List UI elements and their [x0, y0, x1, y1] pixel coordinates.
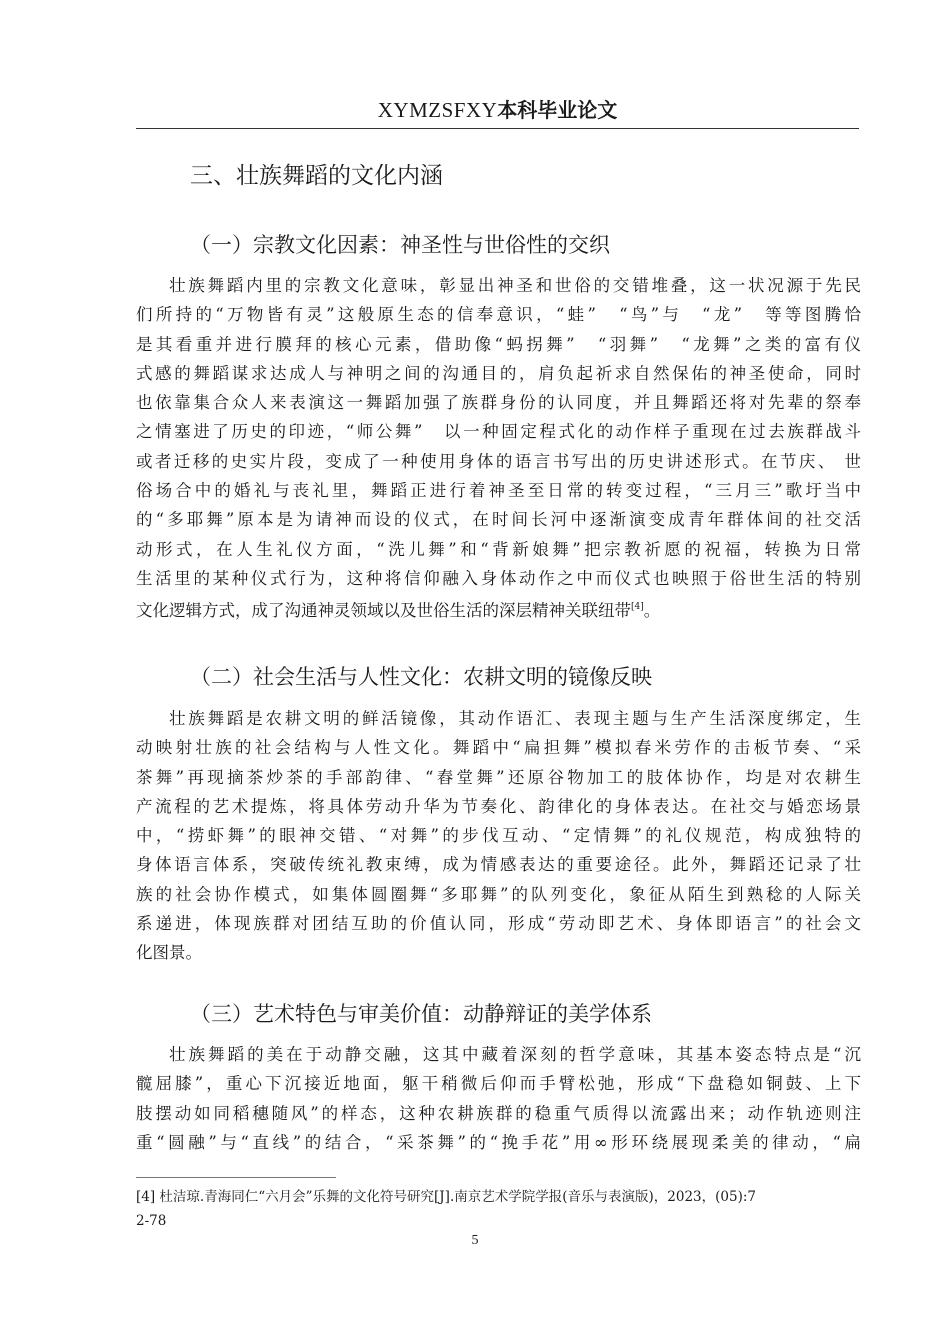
footnote-divider: [136, 1177, 336, 1178]
header-latin: XYMZSFXY: [377, 98, 498, 122]
text-line: 或者迁移的史实片段，变成了一种使用身体的语言书写出的历史讲述形式。在节庆、 世: [136, 451, 861, 471]
text-line: 俗场合中的婚礼与丧礼里，舞蹈正进行着神圣至日常的转变过程，“三月三”歌圩当中: [136, 481, 861, 501]
subsection-title-1: （一）宗教文化因素：神圣性与世俗性的交织: [190, 233, 610, 257]
text-line: 产流程的艺术提炼，将具体劳动升华为节奏化、韵律化的身体表达。在社交与婚恋场景: [136, 796, 861, 816]
subsection-title-3: （三）艺术特色与审美价值：动静辩证的美学体系: [190, 1002, 652, 1026]
paragraph-2: [136, 704, 861, 968]
text-line: 动映射壮族的社会结构与人性文化。舞蹈中“扁担舞”模拟春米劳作的击板节奏、“采: [136, 738, 861, 758]
text-line: 壮族舞蹈是农耕文明的鲜活镜像，其动作语汇、表现主题与生产生活深度绑定，生: [169, 709, 861, 728]
text-line: 茶舞”再现摘茶炒茶的手部韵律、“舂堂舞”还原谷物加工的肢体协作，均是对农耕生: [136, 767, 861, 787]
text-fragment: 文化逻辑方式，成了沟通神灵领域以及世俗生活的深层精神关联纽带: [136, 601, 631, 621]
text-line: 们所持的“万物皆有灵”这般原生态的信奉意识，“蛙” “鸟”与 “龙” 等等图腾恰: [136, 305, 861, 325]
text-line: 动形式，在人生礼仪方面，“洗儿舞”和“背新娘舞”把宗教祈愿的祝福，转换为日常: [136, 539, 861, 559]
text-line: 髋屈膝”，重心下沉接近地面，躯干稍微后仰而手臂松弛，形成“下盘稳如铜鼓、上下: [136, 1074, 861, 1094]
text-line: [136, 593, 861, 625]
text-line: 壮族舞蹈的美在于动静交融，这其中藏着深刻的哲学意味，其基本姿态特点是“沉: [169, 1045, 861, 1064]
footnote-line: 2-78: [136, 1213, 167, 1229]
page-header: [136, 88, 859, 129]
text-line: 族的社会协作模式，如集体圆圈舞“多耶舞”的队列变化，象征从陌生到熟稔的人际关: [136, 884, 861, 904]
text-line: 中，“捞虾舞”的眼神交错、“对舞”的步伐互动、“定情舞”的礼仪规范，构成独特的: [136, 826, 861, 846]
subsection-title-2: （二）社会生活与人性文化：农耕文明的镜像反映: [190, 665, 652, 689]
text-line: 重“圆融”与“直线”的结合，“采茶舞”的“挽手花”用∞形环绕展现柔美的律动，“扁: [136, 1132, 861, 1152]
text-line: 也依靠集合众人来表演这一舞蹈加强了族群身份的认同度，并且舞蹈还将对先辈的祭奉: [136, 393, 861, 413]
section-title: 三、壮族舞蹈的文化内涵: [190, 163, 443, 189]
header-title: 本科毕业论文: [497, 98, 618, 122]
paragraph-1: [136, 271, 861, 626]
text-line: 的“多耶舞”原本是为请神而设的仪式，在时间长河中逐渐演变成青年群体间的社交活: [136, 510, 861, 530]
text-line: 壮族舞蹈内里的宗教文化意味，彰显出神圣和世俗的交错堆叠，这一状况源于先民: [169, 276, 861, 295]
text-line: 肢摆动如同稻穗随风”的样态，这种农耕族群的稳重气质得以流露出来；动作轨迹则注: [136, 1103, 861, 1123]
text-line: 式感的舞蹈谋求达成人与神明之间的沟通目的，肩负起祈求自然保佑的神圣使命，同时: [136, 363, 861, 383]
text-line: 之情塞进了历史的印迹，“师公舞” 以一种固定程式化的动作样子重现在过去族群战斗: [136, 422, 861, 442]
text-line: 生活里的某种仪式行为，这种将信仰融入身体动作之中而仪式也映照于俗世生活的特别: [136, 568, 861, 588]
text-line: 系递进，体现族群对团结互助的价值认同，形成“劳动即艺术、身体即语言”的社会文: [136, 914, 861, 934]
text-line: 身体语言体系，突破传统礼教束缚，成为情感表达的重要途径。此外，舞蹈还记录了壮: [136, 855, 861, 875]
paragraph-3: [136, 1040, 861, 1157]
footnote-line: [4] 杜洁琼.青海同仁“六月会”乐舞的文化符号研究[J].南京艺术学院学报(音乐与表演版)，2023，(05):7: [136, 1189, 756, 1205]
footnote: [136, 1185, 861, 1233]
text-line: 化图景。: [136, 943, 202, 963]
text-fragment: 。: [643, 601, 661, 621]
text-line: 是其看重并进行膜拜的核心元素，借助像“蚂拐舞” “羽舞” “龙舞”之类的富有仪: [136, 334, 861, 354]
page-number: 5: [471, 1233, 479, 1248]
citation-mark: [4]: [631, 602, 644, 613]
